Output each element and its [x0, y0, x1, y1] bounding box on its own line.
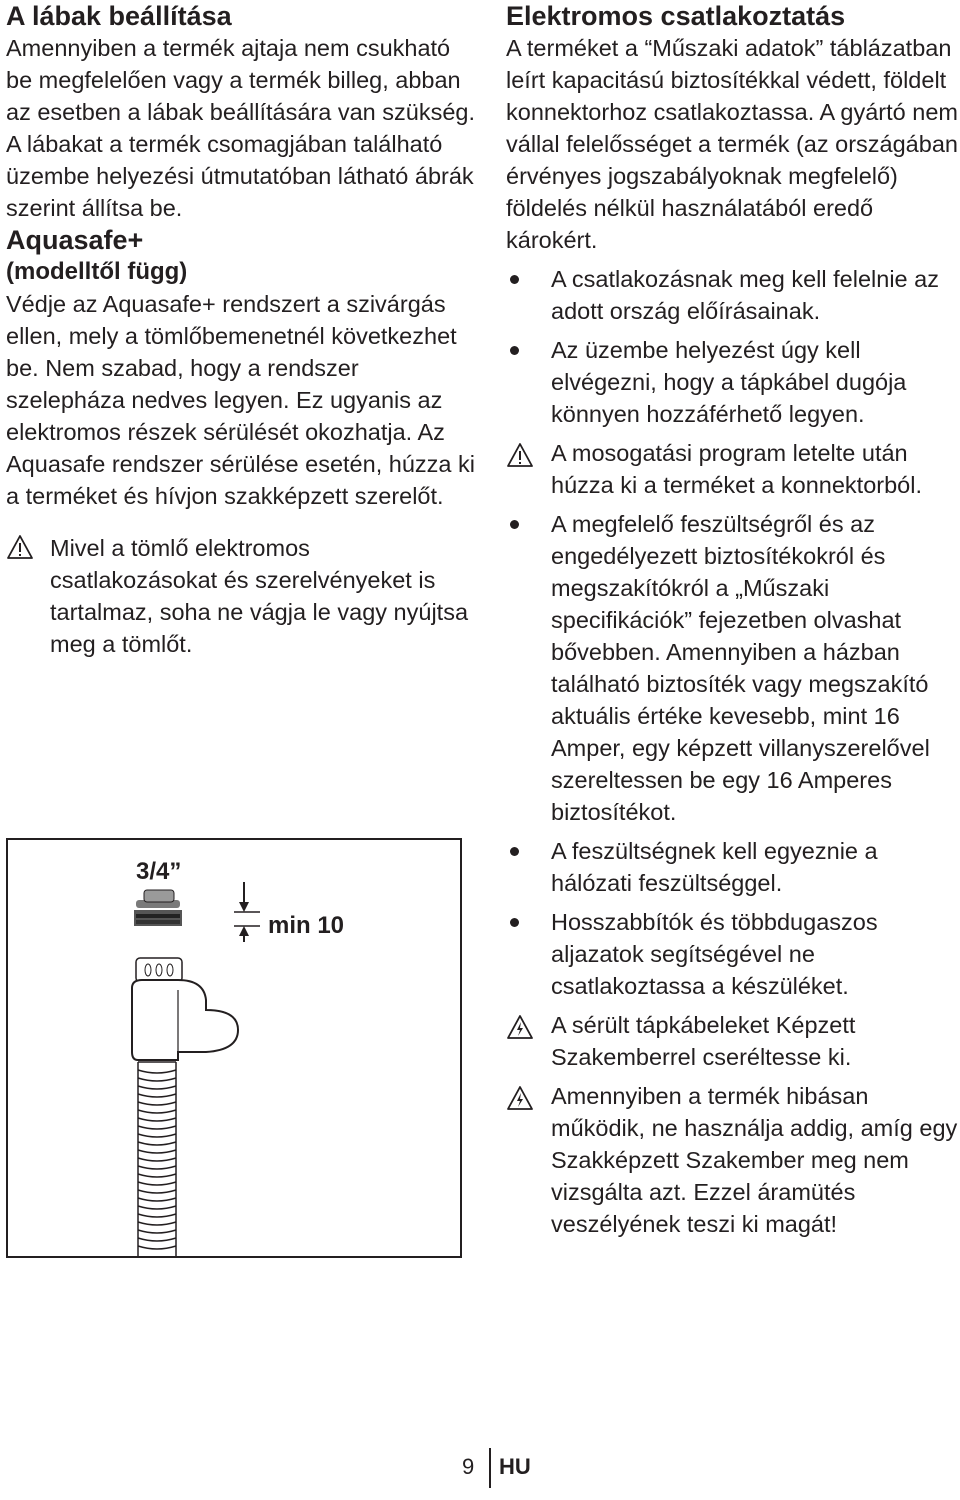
aquasafe-text: Védje az Aquasafe+ rendszert a szivárgás ellen, mely a tömlőbemenetnél következhet be. Nem szabad, hogy a rendszer szelepháza nedves legyen. Ez ugyanis az elektromos részek sérülését okozhatja. Az Aquasafe rendszer sérülése esetén, húzza ki a terméket és hívjon szakképzett szerelőt. — [6, 291, 475, 509]
bullet-icon — [510, 520, 519, 529]
list-item — [506, 1080, 960, 1240]
warning-icon — [506, 442, 534, 468]
list-item — [506, 334, 960, 430]
list-item-text: A mosogatási program letelte után húzza ki a terméket a konnektorból. — [551, 440, 922, 498]
hose-warning-text: Mivel a tömlő elektromos csatlakozásokat és szerelvényeket is tartalmaz, soha ne vágja le vagy nyújtsa meg a tömlőt. — [50, 535, 469, 657]
list-item-text: Az üzembe helyezést úgy kell elvégezni, hogy a tápkábel dugója könnyen hozzáférhető legyen. — [551, 337, 907, 427]
aquasafe-subtitle: (modelltől függ) — [6, 258, 188, 285]
language-code: HU — [499, 1454, 531, 1479]
electrical-intro: A terméket a “Műszaki adatok” táblázatban leírt kapacitású biztosítékkal védett, földelt konnektorhoz csatlakoztassa. A gyártó nem vállal felelősséget a termék (az országában érvényes jogszabályoknak megfelelő) földelés nélkül használatából eredő károkért. — [506, 35, 958, 253]
legs-text: Amennyiben a termék ajtaja nem csukható be megfelelően vagy a termék billeg, abban az esetben a lábak beállítására van szükség. A lábakat a termék csomagjában található üzembe helyezési útmutatóban látható ábrák szerint állítsa be. — [6, 35, 475, 221]
bullet-icon — [510, 275, 519, 284]
min-distance-label: min 10 — [268, 912, 345, 939]
legs-title: A lábak beállítása — [6, 1, 232, 31]
right-column — [506, 0, 960, 1240]
electric-hazard-icon — [506, 1014, 534, 1040]
list-item — [506, 437, 960, 501]
bullet-icon — [510, 847, 519, 856]
bullet-icon — [510, 918, 519, 927]
list-item-text: A feszültségnek kell egyeznie a hálózati feszültséggel. — [551, 838, 878, 896]
thread-size-label: 3/4” — [136, 858, 182, 885]
list-item-text: Hosszabbítók és többdugaszos aljazatok segítségével ne csatlakoztassa a készüléket. — [551, 909, 878, 999]
list-item-text: A sérült tápkábeleket Képzett Szakemberrel cseréltesse ki. — [551, 1012, 856, 1070]
hose-warning — [6, 532, 476, 660]
list-item — [506, 1009, 960, 1073]
list-item — [506, 263, 960, 327]
aquasafe-title: Aquasafe+ — [6, 225, 144, 255]
aquasafe-hose-figure — [6, 838, 462, 1258]
list-item-text: A megfelelő feszültségről és az engedélyezett biztosítékokról és megszakítókról a „Műszaki specifikációk” fejezetben olvashat bővebben. Amennyiben a házban található biztosíték vagy megszakító aktuális értéke kevesebb, mint 16 Amper, egy képzett villanyszerelővel szereltessen be egy 16 Amperes biztosítékot. — [551, 511, 930, 825]
footer-divider — [489, 1448, 491, 1488]
list-item — [506, 906, 960, 1002]
electric-hazard-icon — [506, 1085, 534, 1111]
bullet-icon — [510, 346, 519, 355]
page-number: 9 — [462, 1454, 475, 1479]
left-column — [6, 0, 476, 660]
warning-icon — [6, 532, 50, 565]
list-item — [506, 835, 960, 899]
electrical-title: Elektromos csatlakoztatás — [506, 1, 846, 31]
page-footer — [0, 1448, 960, 1488]
list-item — [506, 508, 960, 828]
list-item-text: Amennyiben a termék hibásan működik, ne használja addig, amíg egy Szakképzett Szakember meg nem vizsgálta azt. Ezzel áramütés veszélyének teszi ki magát! — [551, 1083, 958, 1237]
hose-drawing — [8, 840, 460, 1256]
list-item-text: A csatlakozásnak meg kell felelnie az adott ország előírásainak. — [551, 266, 939, 324]
